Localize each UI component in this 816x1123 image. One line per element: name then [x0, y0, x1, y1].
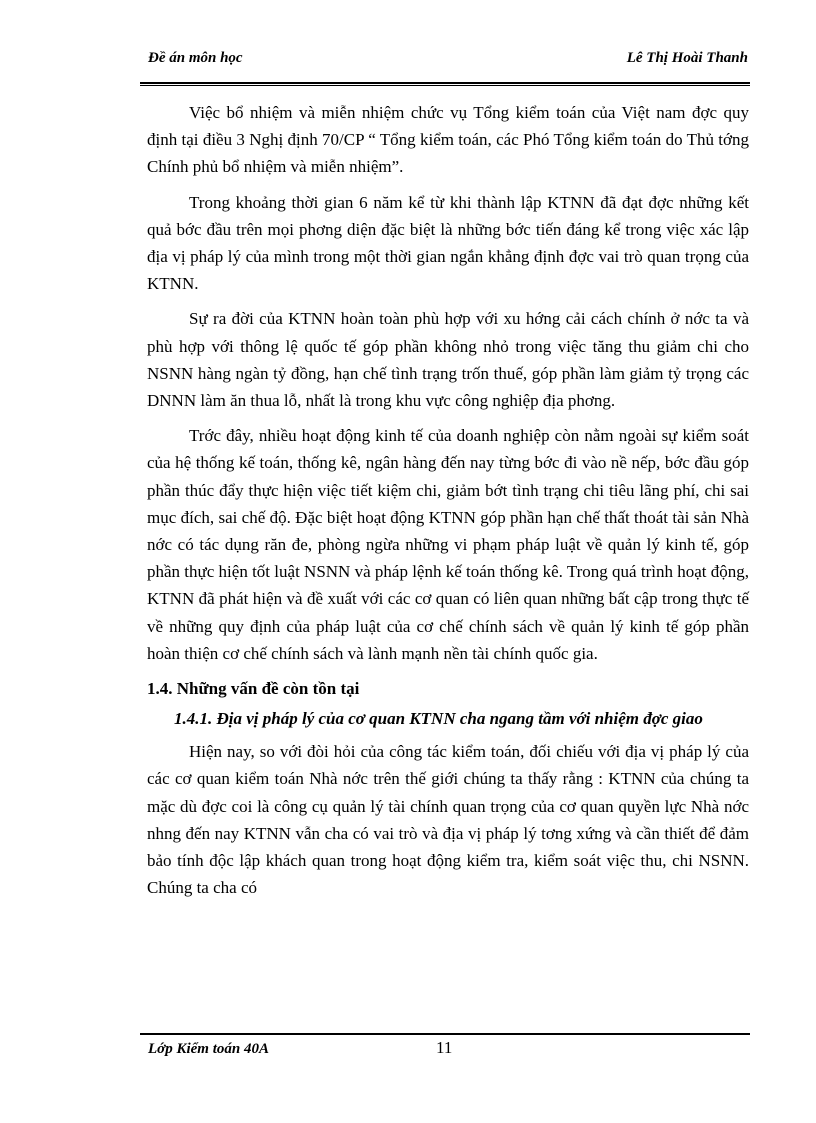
footer-class-name: Lớp Kiểm toán 40A [148, 1041, 269, 1057]
header-author-name: Lê Thị Hoài Thanh [626, 50, 748, 66]
paragraph-legal-status: Hiện nay, so với đòi hỏi của công tác kiểm toán, đối chiếu với địa vị pháp lý của các cơ quan kiểm toán Nhà nớc trên thế giới chúng ta thấy rằng : KTNN của chúng ta mặc dù đợc coi là công cụ quản lý tài chính quan trọng của cơ quan quyền lực Nhà nớc nhng đến nay KTNN vẫn cha có vai trò và địa vị pháp lý tơng xứng và cần thiết để đảm bảo tính độc lập khách quan trong hoạt động kiểm tra, kiểm soát việc thu, chi NSNN. Chúng ta cha có [147, 742, 749, 898]
paragraph-appointment: Việc bổ nhiệm và miễn nhiệm chức vụ Tổng kiểm toán của Việt nam đợc quy định tại điều 3 Nghị định 70/CP “ Tổng kiểm toán, các Phó Tổng kiểm toán do Thủ tớng Chính phủ bổ nhiệm và miễn nhiệm”. [147, 103, 749, 177]
page-header [148, 50, 748, 74]
header-divider [140, 82, 750, 86]
paragraph-reform: Sự ra đời của KTNN hoàn toàn phù hợp với xu hớng cải cách chính ở nớc ta và phù hợp với thông lệ quốc tế góp phần không nhỏ trong việc tăng thu giảm chi cho NSNN hàng ngàn tỷ đồng, hạn chế tình trạng trốn thuế, góp phần làm giảm tỷ trọng các DNNN làm ăn thua lỗ, nhất là trong khu vực công nghiệp địa phơng. [147, 309, 749, 411]
footer-divider [140, 1033, 750, 1035]
subsection-heading: 1.4.1. Địa vị pháp lý của cơ quan KTNN cha ngang tầm với nhiệm đợc giao [174, 709, 703, 729]
page-number: 11 [436, 1038, 453, 1057]
section-heading: 1.4. Những vấn đề còn tồn tại [147, 679, 360, 699]
document-body [147, 99, 749, 909]
paragraph-achievements: Trong khoảng thời gian 6 năm kể từ khi thành lập KTNN đã đạt đợc những kết quả bớc đầu trên mọi phơng diện đặc biệt là những bớc tiến đáng kể trong việc xác lập địa vị pháp lý của mình trong một thời gian ngắn khẳng định đợc vai trò quan trọng của KTNN. [147, 192, 749, 294]
paragraph-control: Trớc đây, nhiều hoạt động kinh tế của doanh nghiệp còn nằm ngoài sự kiểm soát của hệ thống kế toán, thống kê, ngân hàng đến nay từng bớc đi vào nề nếp, bớc đầu góp phần thúc đẩy thực hiện việc tiết kiệm chi, giảm bớt tình trạng chi tiêu lãng phí, chi sai mục đích, sai chế độ. Đặc biệt hoạt động KTNN góp phần hạn chế thất thoát tài sản Nhà nớc có tác dụng răn đe, phòng ngừa những vi phạm pháp luật về quản lý kinh tế, góp phần thực hiện tốt luật NSNN và pháp lệnh kế toán thống kê. Trong quá trình hoạt động, KTNN đã phát hiện và đề xuất với các cơ quan có liên quan những bất cập trong thực tế về những quy định của pháp luật của cơ chế chính sách về quản lý kinh tế góp phần hoàn thiện cơ chế chính sách và lành mạnh nền tài chính quốc gia. [147, 426, 749, 663]
header-course-title: Đề án môn học [148, 50, 243, 66]
